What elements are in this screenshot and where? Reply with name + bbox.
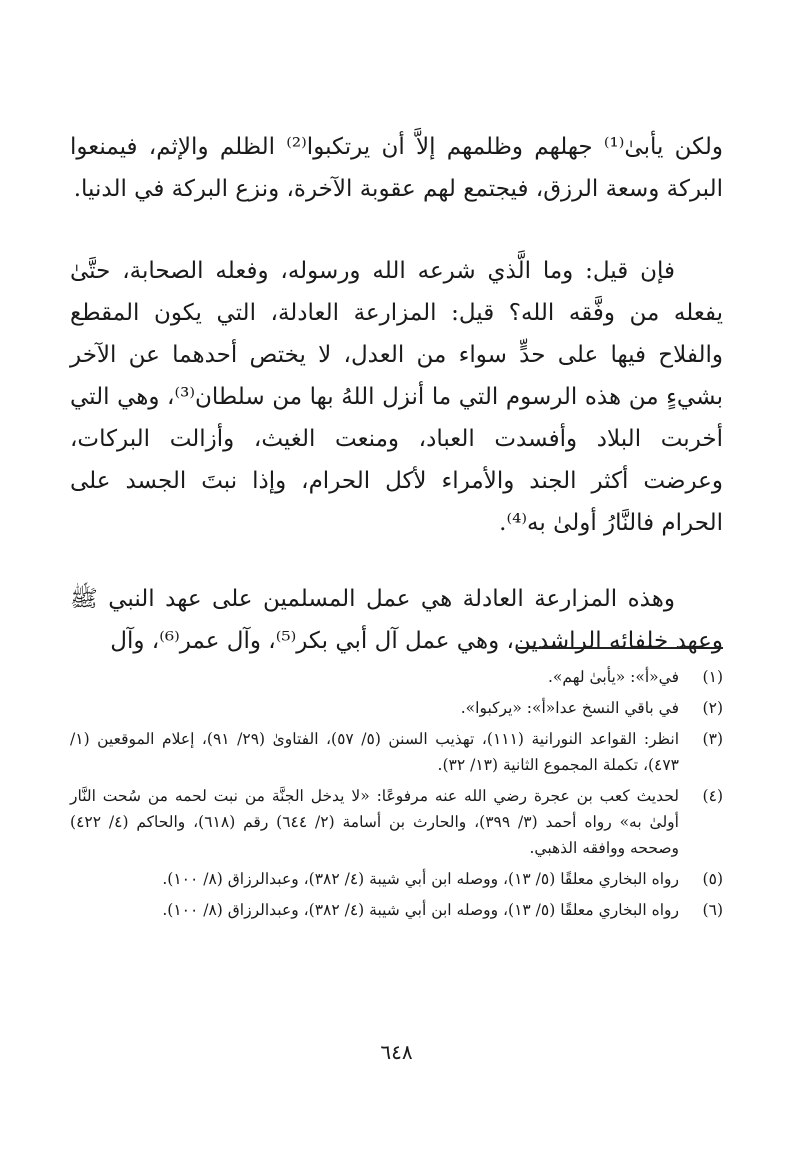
footnote-item — [70, 783, 723, 861]
book-page — [70, 0, 723, 1166]
paragraph-1: ولكن يأبىٰ⁽¹⁾ جهلهم وظلمهم إلاَّ أن يرتكبوا⁽²⁾ الظلم والإثم، فيمنعوا البركة وسعة الرزق، فيجتمع لهم عقوبة الآخرة، ونزع البركة في الدنيا. — [70, 134, 723, 202]
footnote-text: رواه البخاري معلقًا (٥/ ١٣)، ووصله ابن أبي شيبة (٤/ ٣٨٢)، وعبدالرزاق (٨/ ١٠٠). — [162, 901, 679, 919]
footnote-number: (٣) — [702, 730, 723, 748]
page-number: ٦٤٨ — [380, 1040, 413, 1064]
footnote-separator — [518, 647, 723, 649]
footnotes — [70, 664, 723, 928]
footnote-item — [70, 866, 723, 892]
paragraph-2-text: فإن قيل: وما الَّذي شرعه الله ورسوله، وفعله الصحابة، حتَّىٰ يفعله من وفَّقه الله؟ قيل: المزارعة العادلة، التي يكون المقطع والفلاح فيها على حدٍّ سواء من العدل، لا يختص أحدهما عن الآخر بشيءٍ من هذه الرسوم التي ما أنزل اللهُ بها من سلطان⁽³⁾، وهي التي أخربت البلاد وأفسدت العباد، ومنعت الغيث، وأزالت البركات، وعرضت أكثر الجند والأمراء لأكل الحرام، وإذا نبتَ الجسد على الحرام فالنَّارُ أولىٰ به⁽⁴⁾. — [70, 258, 724, 536]
paragraph-2 — [70, 250, 723, 544]
main-text — [70, 126, 723, 662]
footnote-item — [70, 726, 723, 778]
footnote-number: (٦) — [702, 901, 723, 919]
footnote-item — [70, 664, 723, 690]
footnote-number: (٤) — [702, 787, 723, 805]
footnote-item — [70, 897, 723, 923]
footnote-number: (١) — [702, 668, 723, 686]
footnote-number: (٥) — [702, 870, 723, 888]
footnote-text: انظر: القواعد النورانية (١١١)، تهذيب السنن (٥/ ٥٧)، الفتاوىٰ (٢٩/ ٩١)، إعلام الموقعين (١/ ٤٧٣)، تكملة المجموع الثانية (١٣/ ٣٢). — [70, 730, 680, 774]
paragraph-3 — [70, 578, 723, 662]
footnote-text: في باقي النسخ عدا«أ»: «يركبوا». — [460, 699, 679, 717]
footnote-text: في«أ»: «يأبىٰ لهم». — [547, 668, 679, 686]
footnote-number: (٢) — [702, 699, 723, 717]
paragraph-3-text: وهذه المزارعة العادلة هي عمل المسلمين على عهد النبي ﷺ وعهد خلفائه الراشدين، وهي عمل آل أبي بكر⁽⁵⁾، وآل عمر⁽⁶⁾، وآل — [70, 586, 723, 654]
footnote-text: لحديث كعب بن عجرة رضي الله عنه مرفوعًا: «لا يدخل الجنَّة من نبت لحمه من سُحت النَّار أولىٰ به» رواه أحمد (٣/ ٣٩٩)، والحارث بن أسامة (٢/ ٦٤٤) رقم (٦١٨)، والحاكم (٤/ ٤٢٢) وصححه ووافقه الذهبي. — [70, 787, 679, 857]
footnote-item — [70, 695, 723, 721]
footnote-text: رواه البخاري معلقًا (٥/ ١٣)، ووصله ابن أبي شيبة (٤/ ٣٨٢)، وعبدالرزاق (٨/ ١٠٠). — [162, 870, 679, 888]
